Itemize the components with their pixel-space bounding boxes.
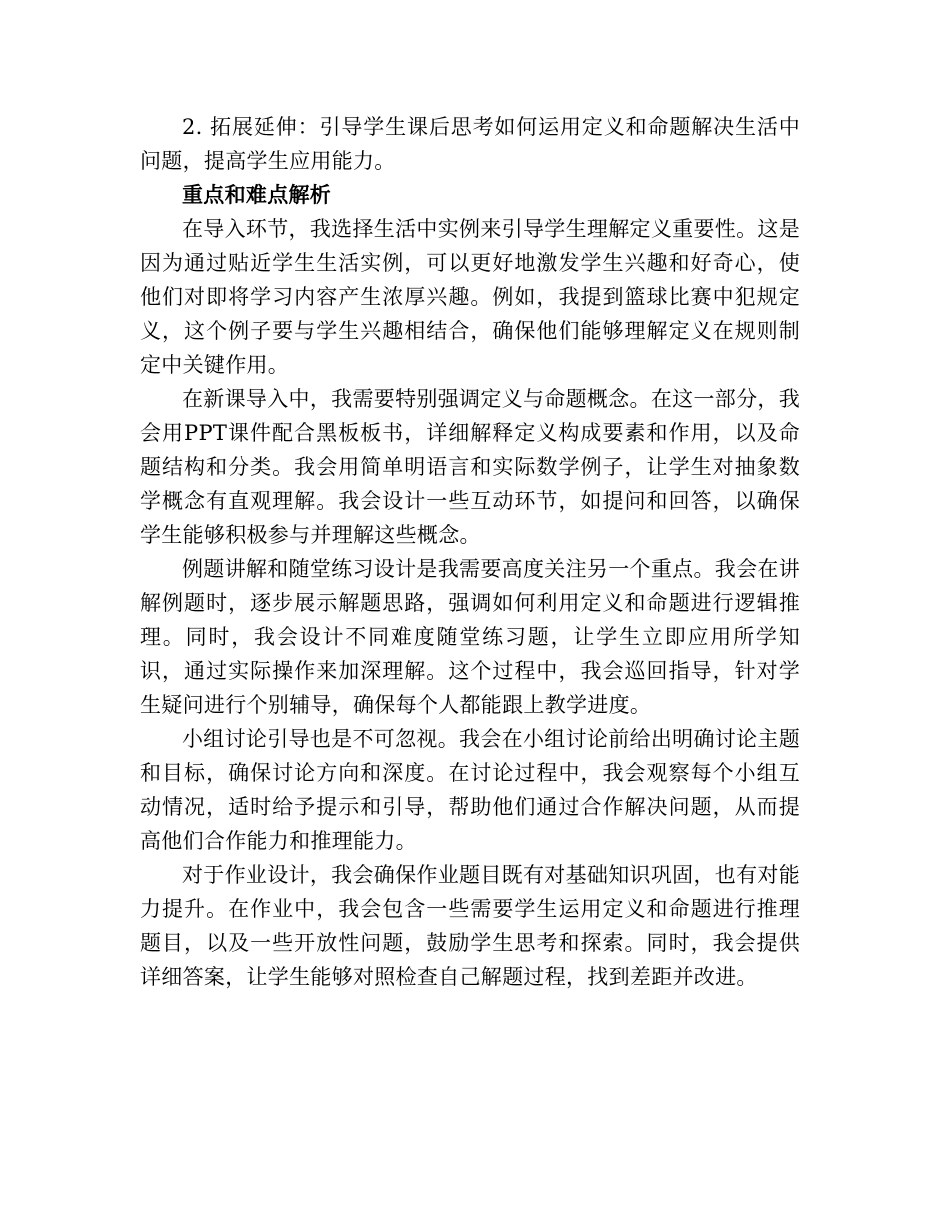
section-heading: 重点和难点解析 <box>182 182 332 207</box>
body-paragraph: 对于作业设计，我会确保作业题目既有对基础知识巩固，也有对能力提升。在作业中，我会包含一些需要学生运用定义和命题进行推理题目，以及一些开放性问题，鼓励学生思考和探索。同时，我会提供详细答案，让学生能够对照检查自己解题过程，找到差距并改进。 <box>140 863 800 989</box>
body-paragraph: 在新课导入中，我需要特别强调定义与命题概念。在这一部分，我会用PPT课件配合黑板板书，详细解释定义构成要素和作用，以及命题结构和分类。我会用简单明语言和实际数学例子，让学生对抽象数学概念有直观理解。我会设计一些互动环节，如提问和回答，以确保学生能够积极参与并理解这些概念。 <box>140 387 800 547</box>
intro-paragraph: 2. 拓展延伸：引导学生课后思考如何运用定义和命题解决生活中问题，提高学生应用能力。 <box>140 115 800 173</box>
body-paragraph: 在导入环节，我选择生活中实例来引导学生理解定义重要性。这是因为通过贴近学生生活实例，可以更好地激发学生兴趣和好奇心，使他们对即将学习内容产生浓厚兴趣。例如，我提到篮球比赛中犯规定义，这个例子要与学生兴趣相结合，确保他们能够理解定义在规则制定中关键作用。 <box>140 217 800 377</box>
body-paragraph: 小组讨论引导也是不可忽视。我会在小组讨论前给出明确讨论主题和目标，确保讨论方向和深度。在讨论过程中，我会观察每个小组互动情况，适时给予提示和引导，帮助他们通过合作解决问题，从而提高他们合作能力和推理能力。 <box>140 727 800 853</box>
document-body <box>140 110 800 994</box>
body-paragraph: 例题讲解和随堂练习设计是我需要高度关注另一个重点。我会在讲解例题时，逐步展示解题思路，强调如何利用定义和命题进行逻辑推理。同时，我会设计不同难度随堂练习题，让学生立即应用所学知识，通过实际操作来加深理解。这个过程中，我会巡回指导，针对学生疑问进行个别辅导，确保每个人都能跟上教学进度。 <box>140 557 800 717</box>
